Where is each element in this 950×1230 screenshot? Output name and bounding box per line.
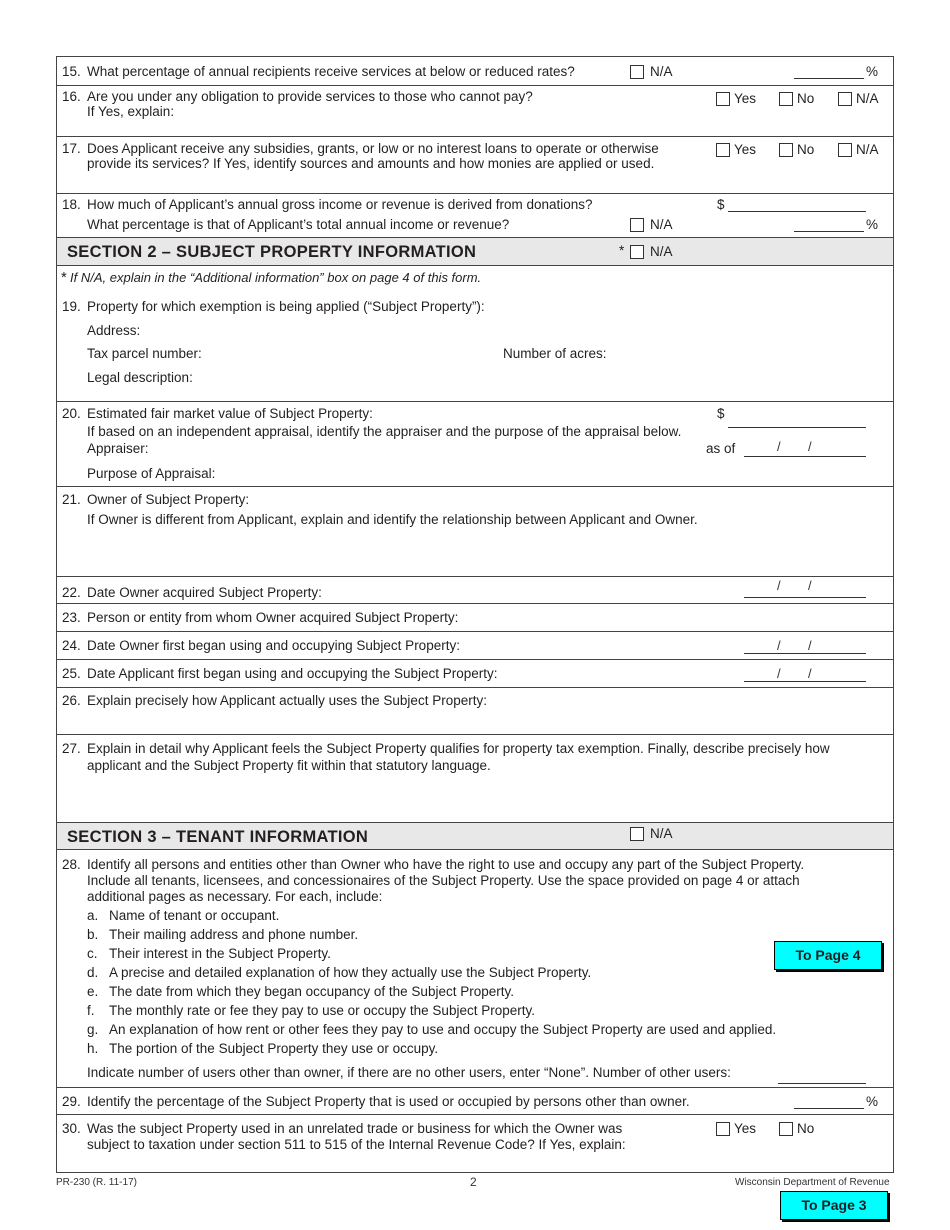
q17-na-label: N/A — [856, 142, 879, 157]
q20-date-field[interactable] — [744, 456, 866, 457]
question-28-row — [57, 850, 893, 1088]
q15-na-checkbox[interactable] — [630, 65, 644, 79]
q22-date-field[interactable] — [744, 597, 866, 598]
question-27-line2: applicant and the Subject Property fit within that statutory language. — [87, 758, 491, 773]
question-22-row — [57, 577, 893, 604]
q16-yes-checkbox[interactable] — [716, 92, 730, 106]
question-18-number: 18. — [62, 197, 81, 212]
q17-yes-label: Yes — [734, 142, 757, 157]
section-3-title: SECTION 3 – TENANT INFORMATION — [67, 828, 369, 846]
question-27-line1: Explain in detail why Applicant feels the Subject Property qualifies for property tax exemption. Finally, describe precisely how — [87, 741, 830, 756]
section-2-na-checkbox[interactable] — [630, 245, 644, 259]
section-2-na-label: N/A — [650, 244, 673, 259]
question-19-number: 19. — [62, 299, 81, 314]
q17-yes-checkbox[interactable] — [716, 143, 730, 157]
question-21-text: Owner of Subject Property: — [87, 492, 250, 507]
form-page — [56, 56, 894, 1173]
question-27-row — [57, 735, 893, 823]
question-18-line2: What percentage is that of Applicant’s total annual income or revenue? — [87, 217, 510, 232]
question-18-line1: How much of Applicant’s annual gross income or revenue is derived from donations? — [87, 197, 593, 212]
to-page-3-button[interactable]: To Page 3 — [780, 1191, 888, 1220]
q17-no-checkbox[interactable] — [779, 143, 793, 157]
question-15-number: 15. — [62, 64, 81, 79]
q28-item-c-text: Their interest in the Subject Property. — [109, 946, 331, 961]
q28-indicate-text: Indicate number of users other than owner, if there are no other users, enter “None”. Number of other users: — [87, 1065, 731, 1080]
q18-na-checkbox[interactable] — [630, 218, 644, 232]
question-21-line2: If Owner is different from Applicant, explain and identify the relationship between Applicant and Owner. — [87, 512, 698, 527]
question-20-line2: If based on an independent appraisal, identify the appraiser and the purpose of the appraisal below. — [87, 424, 682, 439]
question-25-number: 25. — [62, 666, 81, 681]
question-17-line1: Does Applicant receive any subsidies, grants, or low or no interest loans to operate or otherwise — [87, 141, 659, 156]
question-24-row — [57, 632, 893, 660]
footer-page-number: 2 — [470, 1175, 477, 1189]
question-25-row — [57, 660, 893, 688]
q16-na-checkbox[interactable] — [838, 92, 852, 106]
question-16-number: 16. — [62, 89, 81, 104]
q28-item-e-letter: e. — [87, 984, 99, 999]
question-26-text: Explain precisely how Applicant actually uses the Subject Property: — [87, 693, 487, 708]
footer-form-id: PR-230 (R. 11-17) — [56, 1177, 137, 1188]
question-19-text: Property for which exemption is being applied (“Subject Property”): — [87, 299, 485, 314]
to-page-4-button[interactable]: To Page 4 — [774, 941, 882, 970]
q28-item-e-text: The date from which they began occupancy of the Subject Property. — [109, 984, 514, 999]
q28-item-d-text: A precise and detailed explanation of how they actually use the Subject Property. — [109, 965, 592, 980]
q20-date-slash-2: / — [808, 439, 812, 454]
question-30-line2: subject to taxation under section 511 to 515 of the Internal Revenue Code? If Yes, explain: — [87, 1137, 626, 1152]
q15-na-label: N/A — [650, 64, 673, 79]
q19-legal-label: Legal description: — [87, 370, 193, 385]
q15-percent-sign: % — [866, 64, 879, 79]
question-23-row — [57, 604, 893, 632]
question-16-sub: If Yes, explain: — [87, 104, 175, 119]
question-28-line3: additional pages as necessary. For each, include: — [87, 889, 383, 904]
question-17-row — [57, 137, 893, 194]
q28-item-g-text: An explanation of how rent or other fees they pay to use and occupy the Subject Property are used and applied. — [109, 1022, 777, 1037]
q30-no-checkbox[interactable] — [779, 1122, 793, 1136]
q28-item-f-letter: f. — [87, 1003, 95, 1018]
section-3-na-label: N/A — [650, 826, 673, 841]
question-30-row — [57, 1115, 893, 1173]
question-28-number: 28. — [62, 857, 81, 872]
question-16-text: Are you under any obligation to provide services to those who cannot pay? — [87, 89, 533, 104]
question-25-text: Date Applicant first began using and occupying the Subject Property: — [87, 666, 498, 681]
question-17-line2: provide its services? If Yes, identify sources and amounts and how monies are applied or used. — [87, 156, 655, 171]
question-28-line2: Include all tenants, licensees, and concessionaires of the Subject Property. Use the space provided on page 4 or attach — [87, 873, 800, 888]
q20-dollar-sign: $ — [717, 406, 725, 421]
q28-item-b-text: Their mailing address and phone number. — [109, 927, 359, 942]
q19-parcel-label: Tax parcel number: — [87, 346, 202, 361]
q28-item-g-letter: g. — [87, 1022, 99, 1037]
question-15-text: What percentage of annual recipients receive services at below or reduced rates? — [87, 64, 575, 79]
q24-date-field[interactable] — [744, 653, 866, 654]
question-30-number: 30. — [62, 1121, 81, 1136]
q20-date-slash-1: / — [777, 439, 781, 454]
section-2-header — [57, 238, 893, 266]
question-16-row — [57, 86, 893, 137]
q18-percent-field[interactable] — [794, 231, 864, 232]
q28-item-d-letter: d. — [87, 965, 99, 980]
q29-percent-sign: % — [866, 1094, 879, 1109]
q22-date-slash-2: / — [808, 578, 812, 593]
q25-date-slash-1: / — [777, 666, 781, 681]
q19-acres-label: Number of acres: — [503, 346, 607, 361]
q28-item-a-letter: a. — [87, 908, 99, 923]
q30-no-label: No — [797, 1121, 815, 1136]
section-2-note: If N/A, explain in the “Additional information” box on page 4 of this form. — [70, 270, 482, 285]
q28-item-h-letter: h. — [87, 1041, 99, 1056]
q25-date-slash-2: / — [808, 666, 812, 681]
question-22-text: Date Owner acquired Subject Property: — [87, 585, 322, 600]
question-17-number: 17. — [62, 141, 81, 156]
q28-item-b-letter: b. — [87, 927, 99, 942]
q15-percent-field[interactable] — [794, 78, 864, 79]
question-20-row — [57, 402, 893, 487]
q18-percent-sign: % — [866, 217, 879, 232]
question-26-number: 26. — [62, 693, 81, 708]
question-28-line1: Identify all persons and entities other than Owner who have the right to use and occupy any part of the Subject Property. — [87, 857, 805, 872]
q28-other-users-field[interactable] — [778, 1083, 866, 1084]
q16-no-checkbox[interactable] — [779, 92, 793, 106]
q28-item-a-text: Name of tenant or occupant. — [109, 908, 280, 923]
question-29-row — [57, 1088, 893, 1115]
q30-yes-label: Yes — [734, 1121, 757, 1136]
question-22-number: 22. — [62, 585, 81, 600]
footer-agency: Wisconsin Department of Revenue — [735, 1177, 890, 1188]
q17-na-checkbox[interactable] — [838, 143, 852, 157]
q16-yes-label: Yes — [734, 91, 757, 106]
q20-appraiser-label: Appraiser: — [87, 441, 149, 456]
question-20-text: Estimated fair market value of Subject Property: — [87, 406, 373, 421]
q17-no-label: No — [797, 142, 815, 157]
question-23-number: 23. — [62, 610, 81, 625]
q24-date-slash-2: / — [808, 638, 812, 653]
q18-dollar-sign: $ — [717, 197, 725, 212]
q29-percent-field[interactable] — [794, 1108, 864, 1109]
q30-yes-checkbox[interactable] — [716, 1122, 730, 1136]
q20-value-field[interactable] — [728, 427, 866, 428]
question-21-number: 21. — [62, 492, 81, 507]
q25-date-field[interactable] — [744, 681, 866, 682]
question-20-number: 20. — [62, 406, 81, 421]
section-3-na-checkbox[interactable] — [630, 827, 644, 841]
question-29-text: Identify the percentage of the Subject Property that is used or occupied by persons other than owner. — [87, 1094, 690, 1109]
q18-donations-field[interactable] — [728, 211, 866, 212]
q16-no-label: No — [797, 91, 815, 106]
question-29-number: 29. — [62, 1094, 81, 1109]
question-30-line1: Was the subject Property used in an unrelated trade or business for which the Owner was — [87, 1121, 623, 1136]
q28-item-f-text: The monthly rate or fee they pay to use or occupy the Subject Property. — [109, 1003, 535, 1018]
question-19-row — [57, 266, 893, 402]
q24-date-slash-1: / — [777, 638, 781, 653]
q16-na-label: N/A — [856, 91, 879, 106]
question-27-number: 27. — [62, 741, 81, 756]
q18-na-label: N/A — [650, 217, 673, 232]
q22-date-slash-1: / — [777, 578, 781, 593]
question-26-row — [57, 688, 893, 735]
q20-as-of-label: as of — [706, 441, 736, 456]
question-18-row — [57, 194, 893, 238]
section-2-title: SECTION 2 – SUBJECT PROPERTY INFORMATION — [67, 243, 477, 261]
section-2-note-star: * — [61, 269, 67, 286]
question-21-row — [57, 487, 893, 577]
q28-item-h-text: The portion of the Subject Property they use or occupy. — [109, 1041, 439, 1056]
question-24-text: Date Owner first began using and occupying Subject Property: — [87, 638, 460, 653]
question-24-number: 24. — [62, 638, 81, 653]
q28-item-c-letter: c. — [87, 946, 98, 961]
section-3-header — [57, 823, 893, 850]
question-23-text: Person or entity from whom Owner acquired Subject Property: — [87, 610, 459, 625]
question-15-row — [57, 57, 893, 86]
q19-address-label: Address: — [87, 323, 141, 338]
section-2-star: * — [619, 243, 625, 258]
q20-purpose-label: Purpose of Appraisal: — [87, 466, 216, 481]
